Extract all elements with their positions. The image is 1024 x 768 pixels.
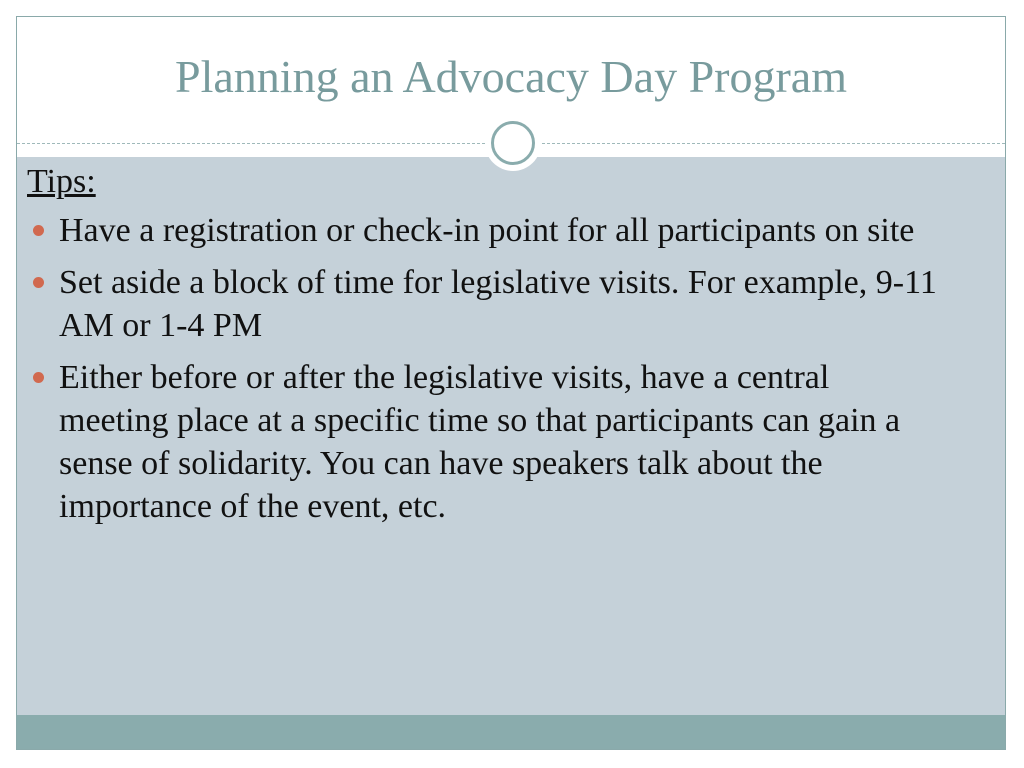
bullet-text: Have a registration or check-in point for all participants on site: [59, 212, 915, 249]
tips-heading: Tips:: [27, 163, 96, 200]
bullet-list: [27, 209, 947, 528]
slide-title: Planning an Advocacy Day Program: [175, 51, 847, 102]
list-item: [27, 356, 947, 528]
bullet-text: Set aside a block of time for legislative visits. For example, 9-11 AM or 1-4 PM: [59, 264, 937, 344]
round-bullet-icon: [33, 372, 44, 383]
round-bullet-icon: [33, 277, 44, 288]
round-bullet-icon: [33, 225, 44, 236]
footer-accent-bar: [17, 715, 1005, 749]
list-item: [27, 209, 947, 252]
ornament-ring: [491, 121, 535, 165]
bullet-text: Either before or after the legislative visits, have a central meeting place at a specific time so that participants can gain a sense of solidarity. You can have speakers talk about the importance of the event, etc.: [59, 359, 901, 525]
list-item: [27, 261, 947, 347]
slide-body: [27, 160, 947, 537]
